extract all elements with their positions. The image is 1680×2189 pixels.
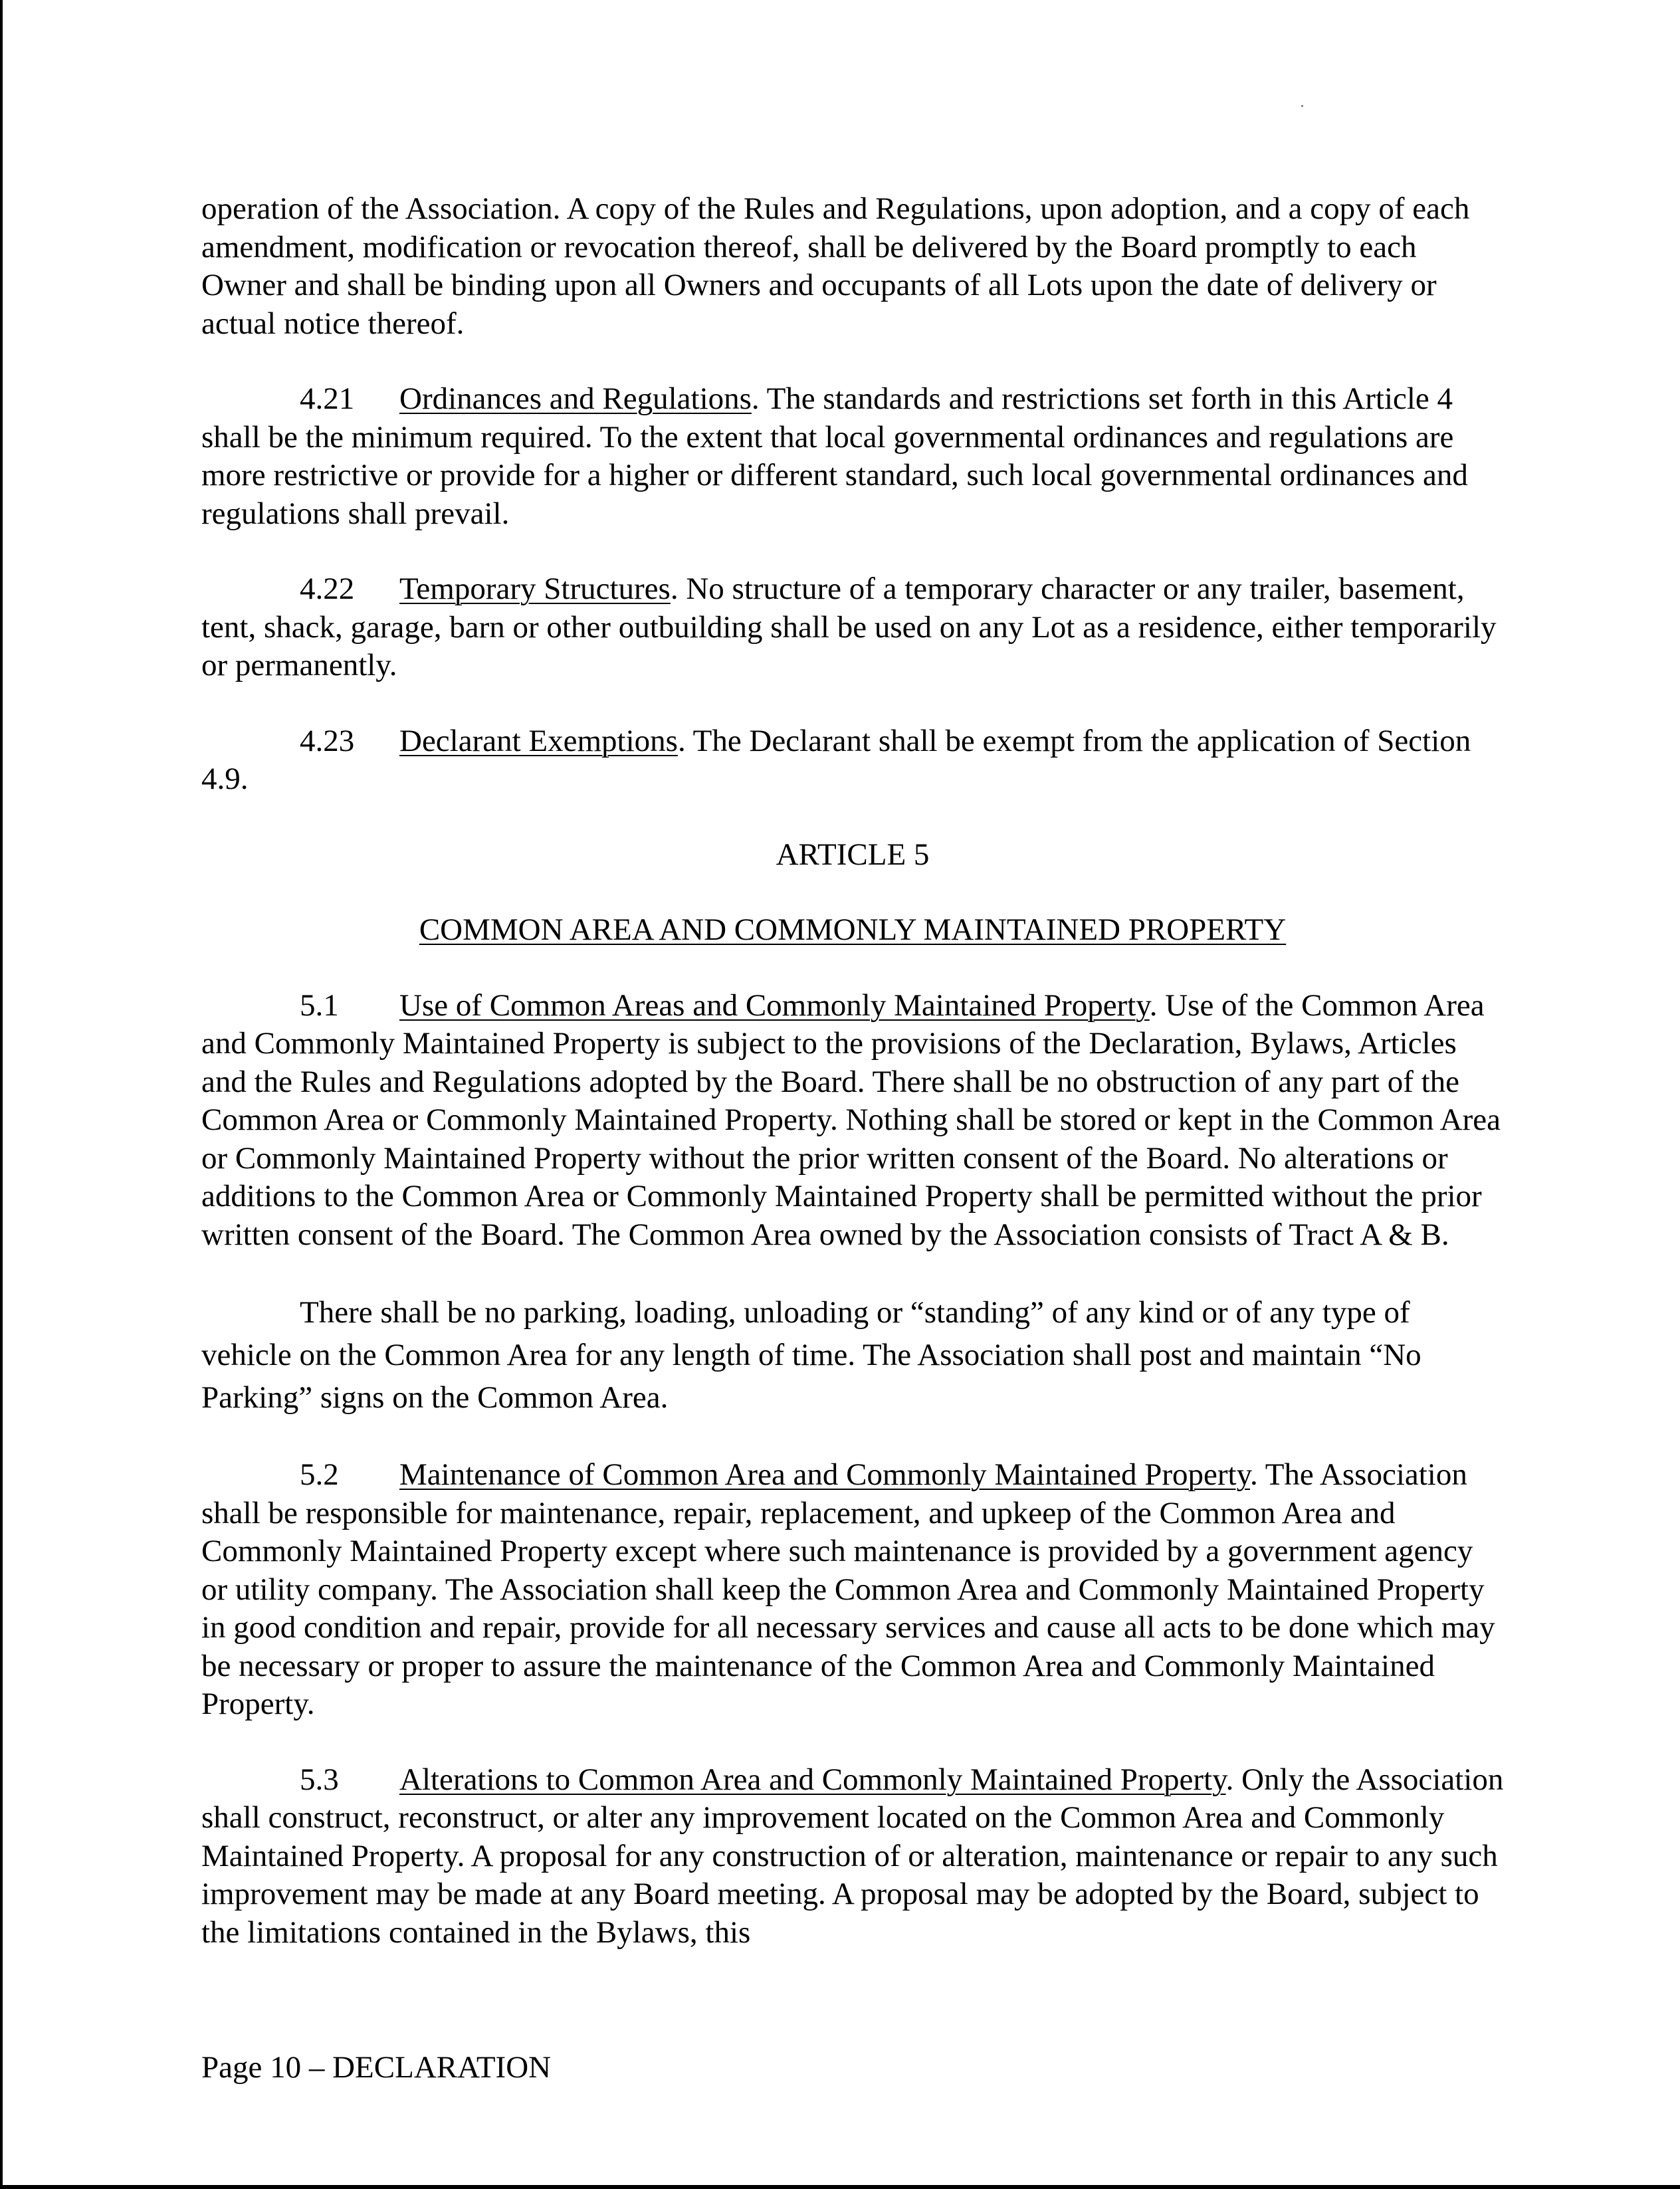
section-heading: Maintenance of Common Area and Commonly Maintained Property: [399, 1457, 1251, 1492]
section-number: 5.3: [300, 1762, 339, 1797]
section-heading: Ordinances and Regulations: [399, 381, 752, 416]
article-title: COMMON AREA AND COMMONLY MAINTAINED PROPERTY: [419, 912, 1287, 947]
opening-paragraph: operation of the Association. A copy of the Rules and Regulations, upon adoption, and a copy of each amendment, modification or revocation thereof, shall be delivered by the Board promptly to each Owner and shall be binding upon all Owners and occupants of all Lots upon the date of delivery or actual notice thereof.: [201, 191, 1470, 341]
article-number: ARTICLE 5: [776, 837, 930, 872]
section-number: 5.1: [300, 988, 339, 1023]
section-heading: Temporary Structures: [399, 572, 671, 606]
section-text: No structure of a temporary character or any trailer, basement, tent, shack, garage, barn or other outbuilding shall be used on any Lot as a residence, either temporarily or permanently.: [201, 572, 1497, 682]
section-text: Only the Association shall construct, reconstruct, or alter any improvement located on the Common Area and Commonly Maintained Property. A proposal for any construction of or alteration, maintenance or repair to any such improvement may be made at any Board meeting. A proposal may be adopted by the Board, subject to the limitations contained in the Bylaws, this: [201, 1762, 1504, 1950]
section-number: 4.22: [300, 572, 355, 606]
document-body: [201, 190, 1504, 1989]
section-5-1: 5.1 Use of Common Areas and Commonly Maintained Property. Use of the Common Area and Commonly Maintained Property is subject to the provisions of the Declaration, Bylaws, Articles and the Rules and Regulations adopted by the Board. There shall be no obstruction of any part of the Common Area or Commonly Maintained Property. Nothing shall be stored or kept in the Common Area or Commonly Maintained Property without the prior written consent of the Board. No alterations or additions to the Common Area or Commonly Maintained Property shall be permitted without the prior written consent of the Board. The Common Area owned by the Association consists of Tract A & B.: [201, 988, 1501, 1252]
page-footer: Page 10 – DECLARATION: [201, 2050, 552, 2085]
section-number: 5.2: [300, 1457, 339, 1492]
section-4-22: 4.22 Temporary Structures. No structure of a temporary character or any trailer, basement, tent, shack, garage, barn or other outbuilding shall be used on any Lot as a residence, either temporarily or permanently.: [201, 572, 1497, 682]
section-4-23: 4.23 Declarant Exemptions. The Declarant shall be exempt from the application of Section 4.9.: [201, 723, 1471, 796]
section-text: The Declarant shall be exempt from the application of Section 4.9.: [201, 723, 1471, 796]
scan-bottom-edge: [0, 2185, 1680, 2189]
parking-paragraph: There shall be no parking, loading, unloading or “standing” of any kind or of any type of vehicle on the Common Area for any length of time. The Association shall post and maintain “No Parking” signs on the Common Area.: [201, 1295, 1421, 1415]
section-text: The standards and restrictions set forth in this Article 4 shall be the minimum required. To the extent that local governmental ordinances and regulations are more restrictive or provide for a higher or different standard, such local governmental ordinances and regulations shall prevail.: [201, 381, 1468, 531]
section-5-2: 5.2 Maintenance of Common Area and Commonly Maintained Property. The Association shall be responsible for maintenance, repair, replacement, and upkeep of the Common Area and Commonly Maintained Property except where such maintenance is provided by a government agency or utility company. The Association shall keep the Common Area and Commonly Maintained Property in good condition and repair, provide for all necessary services and cause all acts to be done which may be necessary or proper to assure the maintenance of the Common Area and Commonly Maintained Property.: [201, 1457, 1495, 1721]
section-heading: Declarant Exemptions: [399, 723, 678, 758]
section-number: 4.23: [300, 723, 355, 758]
section-text: The Association shall be responsible for maintenance, repair, replacement, and upkeep of the Common Area and Commonly Maintained Property except where such maintenance is provided by a government agency or utility company. The Association shall keep the Common Area and Commonly Maintained Property in good condition and repair, provide for all necessary services and cause all acts to be done which may be necessary or proper to assure the maintenance of the Common Area and Commonly Maintained Property.: [201, 1457, 1495, 1721]
section-5-3: 5.3 Alterations to Common Area and Commonly Maintained Property. Only the Association shall construct, reconstruct, or alter any improvement located on the Common Area and Commonly Maintained Property. A proposal for any construction of or alteration, maintenance or repair to any such improvement may be made at any Board meeting. A proposal may be adopted by the Board, subject to the limitations contained in the Bylaws, this: [201, 1762, 1504, 1950]
section-text: Use of the Common Area and Commonly Maintained Property is subject to the provisions of the Declaration, Bylaws, Articles and the Rules and Regulations adopted by the Board. There shall be no obstruction of any part of the Common Area or Commonly Maintained Property. Nothing shall be stored or kept in the Common Area or Commonly Maintained Property without the prior written consent of the Board. No alterations or additions to the Common Area or Commonly Maintained Property shall be permitted without the prior written consent of the Board. The Common Area owned by the Association consists of Tract A & B.: [201, 988, 1501, 1252]
section-number: 4.21: [300, 381, 355, 416]
section-heading: Use of Common Areas and Commonly Maintained Property: [399, 988, 1150, 1023]
scan-left-edge: [0, 0, 3, 2189]
section-4-21: 4.21 Ordinances and Regulations. The standards and restrictions set forth in this Article 4 shall be the minimum required. To the extent that local governmental ordinances and regulations are more restrictive or provide for a higher or different standard, such local governmental ordinances and regulations shall prevail.: [201, 381, 1468, 531]
scan-speck: [1301, 105, 1303, 107]
section-heading: Alterations to Common Area and Commonly Maintained Property: [399, 1762, 1226, 1797]
